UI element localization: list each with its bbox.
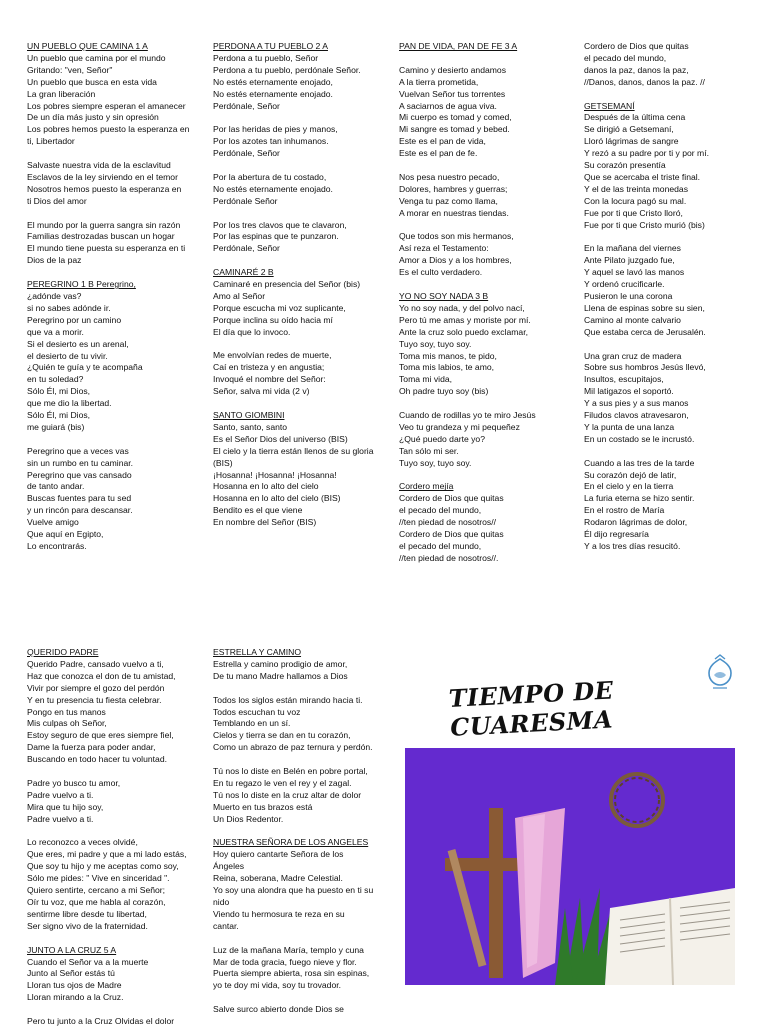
- lyric-line: danos la paz, danos la paz,: [584, 64, 689, 75]
- lyric-line: Ante Pilato juzgado fue,: [584, 255, 675, 266]
- lyric-line: Toma mis manos, te pido,: [399, 350, 497, 361]
- lyric-line: Un pueblo que camina por el mundo: [27, 52, 166, 63]
- lyric-line: ¿Qué puedo darte yo?: [399, 433, 485, 444]
- lyric-line: el desierto de tu vivir.: [27, 350, 108, 361]
- lyric-line: Haz que conozca el don de tu amistad,: [27, 670, 176, 681]
- blank-line: [27, 208, 199, 220]
- lyric-line: Me envolvían redes de muerte,: [213, 350, 332, 361]
- lyric-line: Yo soy una alondra que ha puesto en ti su: [213, 885, 374, 896]
- lyric-line: //ten piedad de nosotros//: [399, 517, 496, 528]
- lyric-line: Hoy quiero cantarte Señora de los: [213, 849, 344, 860]
- lyric-line: Filudos clavos atravesaron,: [584, 410, 689, 421]
- song-title: QUERIDO PADRE: [27, 647, 99, 657]
- lyric-line: Estoy seguro de que eres siempre fiel,: [27, 730, 174, 741]
- lyric-line: Yo no soy nada, y del polvo nací,: [399, 302, 525, 313]
- lyric-line: Sólo Él, mi Dios,: [27, 386, 91, 397]
- lyric-line: Por los azotes tan inhumanos.: [213, 136, 329, 147]
- lyric-line: Quiero sentirte, cercano a mi Señor;: [27, 885, 166, 896]
- lyric-line: Vuelvan Señor tus torrentes: [399, 88, 506, 99]
- song-title: GETSEMANÍ: [584, 100, 635, 111]
- lyric-line: De un día más justo y sin opresión: [27, 112, 159, 123]
- lyric-line: El cielo y la tierra están llenos de su gloria: [213, 445, 374, 456]
- lyric-line: Y la punta de una lanza: [584, 421, 675, 432]
- song-title: ESTRELLA Y CAMINO: [213, 647, 302, 657]
- lyric-line: nido: [213, 896, 230, 907]
- lyric-line: Hosanna en lo alto del cielo (BIS): [213, 493, 341, 504]
- lyric-line: Tú nos lo diste en Belén en pobre portal,: [213, 766, 368, 777]
- blank-line: [27, 148, 199, 160]
- lyric-line: Si el desierto es un arenal,: [27, 338, 129, 349]
- lyric-line: (BIS): [213, 457, 233, 468]
- lyric-line: Y el de las treinta monedas: [584, 183, 688, 194]
- blank-line: [27, 267, 199, 279]
- lyric-line: Sólo Él, mi Dios,: [27, 410, 91, 421]
- lyric-line: Y en tu presencia tu fiesta celebrar.: [27, 694, 162, 705]
- lyric-line: Lloró lágrimas de sangre: [584, 136, 679, 147]
- lyric-line: Junto al Señor estás tú: [27, 968, 115, 979]
- lyric-line: Lloran tus ojos de Madre: [27, 980, 122, 991]
- lyric-line: Porque escucha mi voz suplicante,: [213, 302, 346, 313]
- lyric-line: El día que lo invoco.: [213, 326, 291, 337]
- lyric-line: Este es el pan de vida,: [399, 136, 486, 147]
- lyric-line: Caí en tristeza y en angustia;: [213, 362, 325, 373]
- lyric-line: Insultos, escupitajos,: [584, 374, 664, 385]
- lyric-line: Que se acercaba el triste final.: [584, 171, 701, 182]
- lyric-line: sin un rumbo en tu caminar.: [27, 457, 134, 468]
- blank-line: [213, 208, 385, 220]
- lyric-line: Caminaré en presencia del Señor (bis): [213, 279, 361, 290]
- column-1: [27, 41, 199, 553]
- blank-line: [27, 933, 199, 945]
- lyric-line: //ten piedad de nosotros//.: [399, 552, 499, 563]
- song-title: PAN DE VIDA, PAN DE FE 3 A: [399, 41, 518, 51]
- lyric-line: Cuando el Señor va a la muerte: [27, 956, 149, 967]
- lyric-line: En nombre del Señor (BIS): [213, 517, 317, 528]
- lyric-line: Cordero de Dios que quitas: [399, 529, 504, 540]
- lyric-line: Dame la fuerza para poder andar,: [27, 742, 156, 753]
- blank-line: [399, 398, 571, 410]
- lyric-line: Perdona a tu pueblo, Señor: [213, 52, 319, 63]
- lyric-line: Señor, salva mi vida (2 v): [213, 386, 310, 397]
- lyric-line: sentirme libre desde tu libertad,: [27, 908, 147, 919]
- lyric-line: Por las heridas de pies y manos,: [213, 124, 338, 135]
- lyric-line: Tuyo soy, tuyo soy.: [399, 338, 472, 349]
- season-title: TIEMPO DE CUARESMA: [448, 675, 615, 742]
- song-title: Cordero mejía: [399, 481, 454, 492]
- lyric-line: Tan sólo mi ser.: [399, 445, 459, 456]
- lyric-line: Reina, soberana, Madre Celestial.: [213, 873, 343, 884]
- lyric-line: Que aquí en Egipto,: [27, 529, 104, 540]
- lyric-line: De tu mano Madre hallamos a Dios: [213, 670, 348, 681]
- lyric-line: Dolores, hambres y guerras;: [399, 183, 508, 194]
- lyric-line: Perdona a tu pueblo, perdónale Señor.: [213, 64, 361, 75]
- lyric-line: ¡Hosanna! ¡Hosanna! ¡Hosanna!: [213, 469, 337, 480]
- lyric-line: Así reza el Testamento:: [399, 243, 489, 254]
- lyric-line: Sobre sus hombros Jesús llevó,: [584, 362, 706, 373]
- lyric-line: Tuyo soy, tuyo soy.: [399, 457, 472, 468]
- lyric-line: Lloran mirando a la Cruz.: [27, 992, 124, 1003]
- lyric-line: Una gran cruz de madera: [584, 350, 682, 361]
- lyric-line: Su corazón dejó de latir,: [584, 469, 677, 480]
- lyric-line: Peregrino por un camino: [27, 314, 122, 325]
- lyric-line: La gran liberación: [27, 88, 96, 99]
- blank-line: [399, 220, 571, 232]
- blank-line: [27, 1004, 199, 1016]
- song-title: YO NO SOY NADA 3 B: [399, 290, 489, 301]
- lyric-line: Venga tu paz como llama,: [399, 195, 498, 206]
- lyric-line: Ante la cruz solo puedo exclamar,: [399, 326, 528, 337]
- song-title: JUNTO A LA CRUZ 5 A: [27, 944, 117, 955]
- lyric-line: Mis culpas oh Señor,: [27, 718, 107, 729]
- lyric-line: Viendo tu hermosura te reza en su: [213, 908, 345, 919]
- lyric-line: Pongo en tus manos: [27, 706, 106, 717]
- lyric-line: Llena de espinas sobre su sien,: [584, 302, 705, 313]
- lyric-line: me guiará (bis): [27, 421, 85, 432]
- lent-photo: [405, 748, 735, 985]
- lyric-line: A saciarnos de agua viva.: [399, 100, 497, 111]
- lyric-line: Bendito es el que viene: [213, 505, 303, 516]
- blank-line: [399, 279, 571, 291]
- song-title: PERDONA A TU PUEBLO 2 A: [213, 41, 328, 51]
- lyric-line: Ser signo vivo de la fraternidad.: [27, 920, 148, 931]
- lyric-line: y un rincón para descansar.: [27, 505, 133, 516]
- lyric-line: El mundo tiene puesta su esperanza en ti: [27, 243, 186, 254]
- lyric-line: en tu soledad?: [27, 374, 84, 385]
- column-4: [584, 41, 756, 553]
- blank-line: [584, 231, 756, 243]
- column-5: [27, 647, 199, 1028]
- lyric-line: Se dirigió a Getsemaní,: [584, 124, 674, 135]
- lyric-line: En la mañana del viernes: [584, 243, 681, 254]
- lyric-line: Los pobres hemos puesto la esperanza en: [27, 124, 190, 135]
- lyric-line: Santo, santo, santo: [213, 421, 288, 432]
- blank-line: [213, 992, 385, 1004]
- blank-line: [399, 470, 571, 482]
- lyric-line: Mil latigazos el soportó.: [584, 386, 674, 397]
- lyric-line: Todos escuchan tu voz: [213, 706, 301, 717]
- lyric-line: Los pobres siempre esperan el amanecer: [27, 100, 186, 111]
- lyric-line: Buscas fuentes para tu sed: [27, 493, 132, 504]
- lyric-line: Lo encontrarás.: [27, 541, 87, 551]
- lyric-line: Y rezó a su padre por ti y por mí.: [584, 148, 709, 159]
- lyric-line: No estés eternamente enojado,: [213, 76, 333, 87]
- lyric-line: Como un abrazo de paz ternura y perdón.: [213, 742, 373, 753]
- lyric-line: En un costado se le incrustó.: [584, 433, 695, 444]
- lyric-line: Que eres, mi padre y que a mi lado estás,: [27, 849, 187, 860]
- blank-line: [213, 339, 385, 351]
- lyric-line: Perdónale, Señor: [213, 100, 280, 111]
- lyric-line: Lo reconozco a veces olvidé,: [27, 837, 138, 848]
- lyric-line: Camino y desierto andamos: [399, 64, 506, 75]
- lyric-line: ¿adónde vas?: [27, 290, 82, 301]
- lyric-line: Camino al monte calvario: [584, 314, 681, 325]
- lyric-line: La furia eterna se hizo sentir.: [584, 493, 695, 504]
- lyric-line: Amor a Dios y a los hombres,: [399, 255, 512, 266]
- lyric-line: que va a morir.: [27, 326, 84, 337]
- lyric-line: Pero tu junto a la Cruz Olvidas el dolor: [27, 1016, 175, 1027]
- lyric-line: si no sabes adónde ir.: [27, 302, 111, 313]
- lyric-line: Que soy tu hijo y me aceptas como soy,: [27, 861, 179, 872]
- lyric-line: Que todos son mis hermanos,: [399, 231, 514, 242]
- lyric-line: Puerta siempre abierta, rosa sin espinas,: [213, 968, 370, 979]
- lyric-line: el pecado del mundo,: [399, 540, 482, 551]
- lyric-line: Padre vuelvo a ti.: [27, 813, 94, 824]
- blank-line: [27, 826, 199, 838]
- blank-line: [399, 53, 571, 65]
- lyric-line: En el cielo y en la tierra: [584, 481, 674, 492]
- lyric-line: A morar en nuestras tiendas.: [399, 207, 509, 218]
- lyric-line: El mundo por la guerra sangra sin razón: [27, 219, 181, 230]
- lyric-line: Nos pesa nuestro pecado,: [399, 171, 500, 182]
- lyric-line: En el rostro de María: [584, 505, 665, 516]
- lyric-line: Cuando de rodillas yo te miro Jesús: [399, 410, 536, 421]
- blank-line: [213, 933, 385, 945]
- lyric-line: Después de la última cena: [584, 112, 686, 123]
- lyric-line: No estés eternamente enojado.: [213, 183, 333, 194]
- lyric-line: Dios de la paz: [27, 255, 82, 266]
- lyric-line: Sólo me pides: " Vive en sinceridad ".: [27, 873, 170, 884]
- blank-line: [213, 683, 385, 695]
- lyric-line: Mi cuerpo es tomad y comed,: [399, 112, 512, 123]
- lyric-line: Temblando en un sí.: [213, 718, 291, 729]
- lyric-line: Mira que tu hijo soy,: [27, 801, 104, 812]
- lyric-line: Cielos y tierra se dan en tu corazón,: [213, 730, 351, 741]
- lyric-line: Fue por ti que Cristo murió (bis): [584, 219, 705, 230]
- lyric-line: Estrella y camino prodigio de amor,: [213, 658, 348, 669]
- lyric-line: de tanto andar.: [27, 481, 85, 492]
- lyric-line: Pero tú me amas y moriste por mí.: [399, 314, 531, 325]
- lyric-line: Perdónale, Señor: [213, 148, 280, 159]
- lyric-line: Tú nos lo diste en la cruz altar de dolor: [213, 789, 362, 800]
- lyric-line: Toma mis labios, te amo,: [399, 362, 495, 373]
- lyric-line: Buscando en todo hacer tu voluntad.: [27, 754, 167, 765]
- lyric-line: Peregrino que vas cansado: [27, 469, 132, 480]
- lyric-line: Esclavos de la ley sirviendo en el temor: [27, 171, 178, 182]
- lyric-line: Todos los siglos están mirando hacia ti.: [213, 694, 363, 705]
- blank-line: [27, 766, 199, 778]
- lyric-line: Y a sus pies y a sus manos: [584, 398, 689, 409]
- lyric-line: Porque inclina su oído hacia mí: [213, 314, 333, 325]
- lyric-line: Peregrino que a veces vas: [27, 445, 129, 456]
- lyric-line: Mi sangre es tomad y bebed.: [399, 124, 510, 135]
- lyric-line: Por la abertura de tu costado,: [213, 171, 327, 182]
- lyric-line: Con la locura pagó su mal.: [584, 195, 687, 206]
- lyric-line: Fue por ti que Cristo lloró,: [584, 207, 683, 218]
- column-6: [213, 647, 385, 1016]
- lyric-line: Toma mi vida,: [399, 374, 453, 385]
- lyric-line: Ángeles: [213, 861, 245, 872]
- lyric-line: Que estaba cerca de Jerusalén.: [584, 326, 706, 337]
- blank-line: [399, 160, 571, 172]
- lyric-line: En tu regazo le ven el rey y el zagal.: [213, 777, 352, 788]
- lyric-line: Amo al Señor: [213, 290, 266, 301]
- blank-line: [213, 754, 385, 766]
- lyric-line: //Danos, danos, danos la paz. //: [584, 76, 705, 87]
- lyric-line: Vuelve amigo: [27, 517, 79, 528]
- lyric-line: Veo tu grandeza y mi pequeñez: [399, 421, 520, 432]
- lyric-line: Querido Padre, cansado vuelvo a ti,: [27, 658, 164, 669]
- lyric-line: Es el Señor Dios del universo (BIS): [213, 433, 348, 444]
- lyric-line: Y a los tres días resucitó.: [584, 541, 681, 551]
- lyric-line: Vivir por siempre el gozo del perdón: [27, 682, 165, 693]
- lyric-line: Padre yo busco tu amor,: [27, 777, 121, 788]
- song-title: UN PUEBLO QUE CAMINA 1 A: [27, 41, 148, 51]
- lyric-line: Y aquel se lavó las manos: [584, 267, 685, 278]
- lyric-line: Gritando: "ven, Señor": [27, 64, 113, 75]
- blank-line: [584, 89, 756, 101]
- lyric-line: cantar.: [213, 920, 239, 931]
- lyric-line: Es el culto verdadero.: [399, 267, 483, 278]
- lyric-line: A la tierra prometida,: [399, 76, 479, 87]
- column-2: [213, 41, 385, 529]
- blank-line: [213, 160, 385, 172]
- lyric-line: Padre vuelvo a ti.: [27, 789, 94, 800]
- lyric-line: Rodaron lágrimas de dolor,: [584, 517, 688, 528]
- lyric-line: Cordero de Dios que quitas: [399, 493, 504, 504]
- lyric-line: Luz de la mañana María, templo y cuna: [213, 944, 364, 955]
- lyric-line: Familias destrozadas buscan un hogar: [27, 231, 175, 242]
- blank-line: [584, 446, 756, 458]
- lyric-line: ti, Libertador: [27, 136, 75, 147]
- blank-line: [213, 255, 385, 267]
- lyric-line: el pecado del mundo,: [584, 52, 667, 63]
- lyric-line: Él dijo regresaría: [584, 529, 649, 540]
- lyric-line: Cordero de Dios que quitas: [584, 41, 689, 51]
- lyric-line: Un pueblo que busca en esta vida: [27, 76, 157, 87]
- lyric-line: que me dio la libertad.: [27, 398, 112, 409]
- lyric-line: el pecado del mundo,: [399, 505, 482, 516]
- lyric-line: Salvaste nuestra vida de la esclavitud: [27, 160, 171, 171]
- lyric-line: Nosotros hemos puesto la esperanza en: [27, 183, 182, 194]
- song-title: PEREGRINO 1 B Peregrino,: [27, 279, 136, 290]
- lyric-line: Salve surco abierto donde Dios se: [213, 1004, 344, 1015]
- lyric-line: Oír tu voz, que me habla al corazón,: [27, 897, 166, 907]
- song-title: NUESTRA SEÑORA DE LOS ANGELES: [213, 837, 369, 848]
- lyric-line: Su corazón presentía: [584, 160, 666, 171]
- blank-line: [27, 434, 199, 446]
- lyric-line: Muerto en tus brazos está: [213, 801, 313, 812]
- lyric-line: Invoqué el nombre del Señor:: [213, 374, 326, 385]
- lyric-line: Mar de toda gracia, fuego nieve y flor.: [213, 956, 357, 967]
- lyric-line: Por los tres clavos que te clavaron,: [213, 219, 347, 230]
- lyric-line: Un Dios Redentor.: [213, 813, 284, 824]
- lyric-line: ti Dios del amor: [27, 195, 87, 206]
- lyric-line: Y ordenó crucificarle.: [584, 279, 665, 290]
- song-title: CAMINARÉ 2 B: [213, 267, 274, 278]
- song-title: SANTO GIOMBINI: [213, 410, 285, 420]
- blank-line: [213, 826, 385, 838]
- lyric-line: Hosanna en lo alto del cielo: [213, 481, 319, 492]
- blank-line: [213, 112, 385, 124]
- lyric-line: ¿Quién te guía y te acompaña: [27, 362, 143, 373]
- column-3: [399, 41, 571, 565]
- lyric-line: yo te doy mi vida, soy tu trovador.: [213, 980, 342, 991]
- lyric-line: Por las espinas que te punzaron.: [213, 231, 339, 242]
- lyric-line: Perdónale Señor: [213, 195, 278, 206]
- lyric-line: Este es el pan de fe.: [399, 148, 478, 159]
- lyric-line: No estés eternamente enojado.: [213, 88, 333, 99]
- lyric-line: Perdónale, Señor: [213, 243, 280, 254]
- blank-line: [584, 339, 756, 351]
- lyric-line: Pusieron le una corona: [584, 291, 673, 301]
- lyric-line: Oh padre tuyo soy (bis): [399, 386, 489, 397]
- blank-line: [213, 398, 385, 410]
- lyric-line: Cuando a las tres de la tarde: [584, 457, 695, 468]
